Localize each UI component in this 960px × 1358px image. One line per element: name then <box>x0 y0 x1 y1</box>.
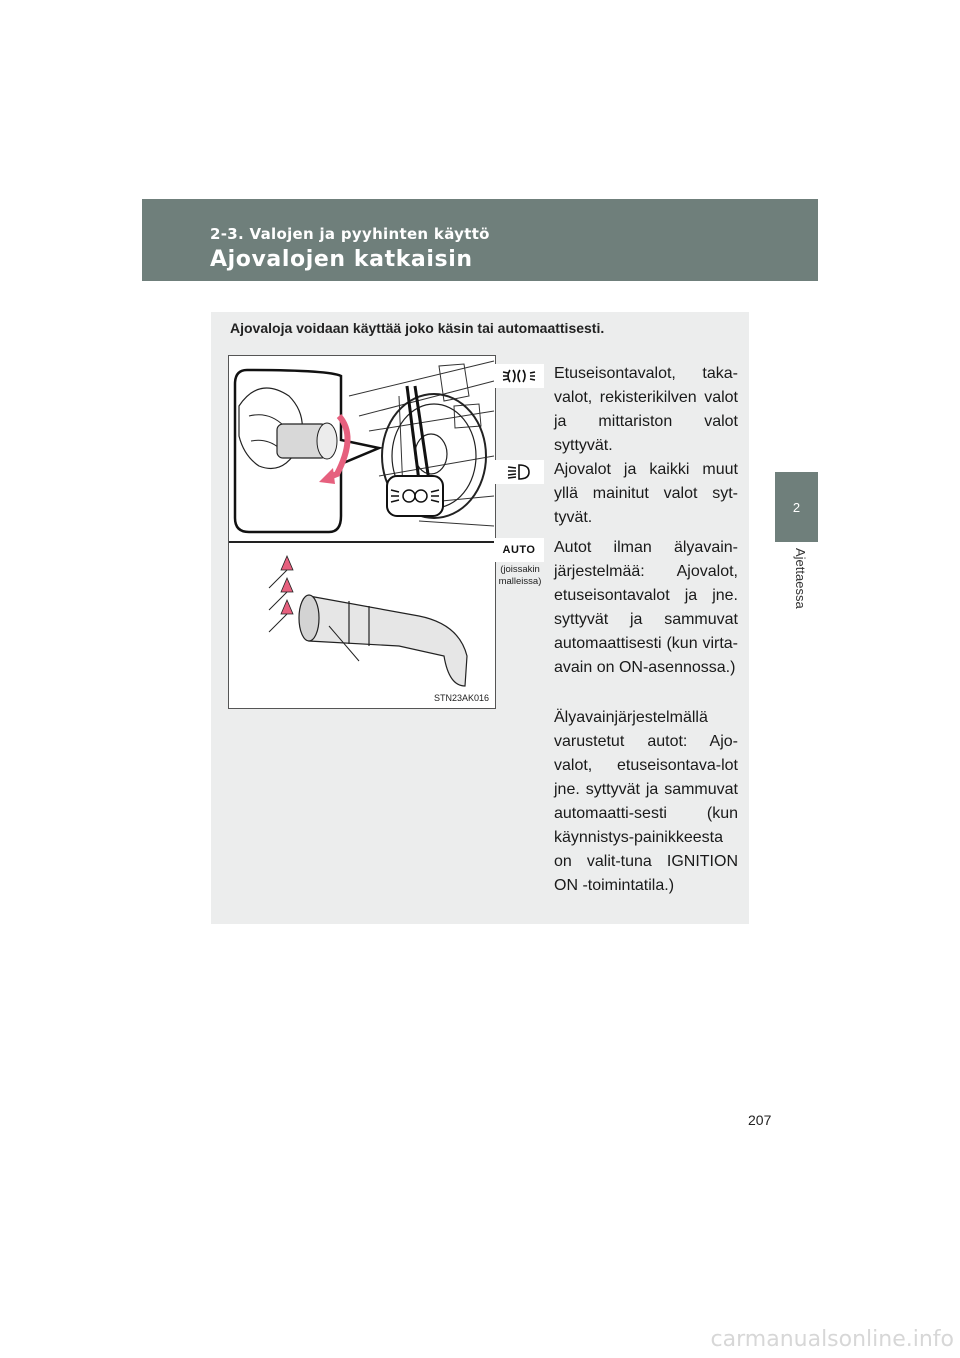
headlight-switch-illustration <box>228 355 496 709</box>
page-title: Ajovalojen katkaisin <box>210 247 473 272</box>
entry-headlights-text: Ajovalot ja kaikki muut yllä mainitut valot syt-tyvät. <box>554 461 738 526</box>
watermark: carmanualsonline.info <box>710 1327 954 1352</box>
headlight-icon <box>494 460 544 484</box>
illustration-drawing <box>229 356 495 708</box>
entry-side-lights-text: Etuseisontavalot, taka-valot, rekisterikilven valot ja mittariston valot syttyvät. <box>554 365 738 454</box>
side-lights-icon <box>494 364 544 388</box>
chapter-tab[interactable] <box>775 472 818 542</box>
chapter-tab-number: 2 <box>792 499 801 515</box>
entry-auto-text: Autot ilman älyavain-järjestelmää: Ajovalot, etuseisontavalot ja jne. syttyvät ja sammuvat automaattisesti (kun virta-avain on ON-asennossa.) <box>554 539 738 676</box>
intro-text: Ajovaloja voidaan käyttää joko käsin tai automaattisesti. <box>230 320 605 336</box>
auto-note: (joissakin malleissa) <box>498 564 542 587</box>
auto-icon <box>494 538 544 562</box>
section-header <box>142 199 818 281</box>
section-label: 2-3. Valojen ja pyyhinten käyttö <box>210 225 490 243</box>
auto-icon-label: AUTO <box>502 544 536 556</box>
entry-auto-text-smart-key: Älyavainjärjestelmällä varustetut autot: Ajo-valot, etuseisontava-lot jne. syttyvät ja sammuvat automaatti-sesti (kun käynnistys-painikkeesta on valit-tuna IGNITION ON -toimintatila.) <box>554 709 738 894</box>
chapter-tab-label: Ajettaessa <box>793 548 808 609</box>
figure-code: STN23AK016 <box>433 693 489 703</box>
page-number: 207 <box>748 1112 772 1128</box>
content-panel <box>211 312 749 924</box>
